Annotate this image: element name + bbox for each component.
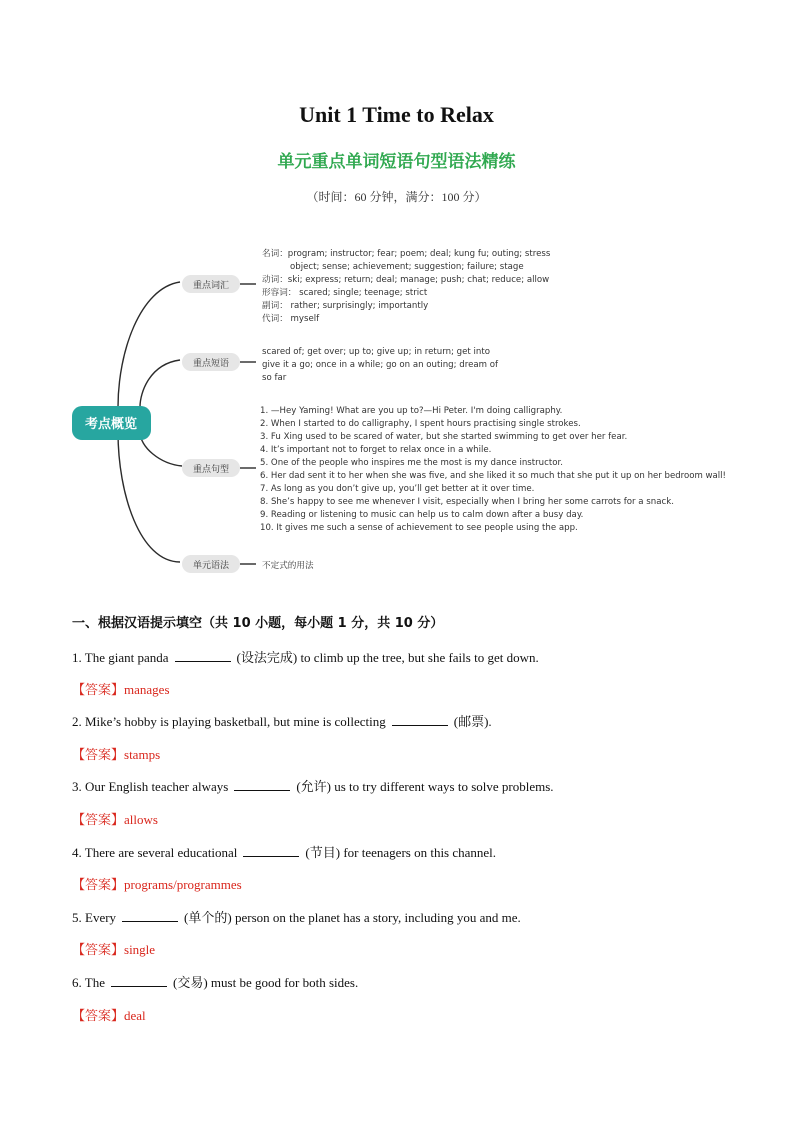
answer-blank xyxy=(243,844,299,857)
answer-label: 【答案】 xyxy=(72,812,125,827)
branch-line: 动词：ski; express; return; deal; manage; push; chat; reduce; allow xyxy=(262,275,550,285)
question xyxy=(72,647,539,666)
section-title: 一、根据汉语提示填空（共 10 小题，每小题 1 分，共 10 分） xyxy=(72,616,444,631)
branch-line: 9. Reading or listening to music can help us to calm down after a busy day. xyxy=(260,510,584,520)
branch-label: 重点句型 xyxy=(192,465,230,475)
branch-label: 单元语法 xyxy=(192,561,230,571)
answer-blank xyxy=(122,909,178,922)
branch-line: 7. As long as you don’t give up, you’ll get better at it over time. xyxy=(260,484,535,494)
question-text: person on the planet has a story, including you and me. xyxy=(234,910,521,925)
branch-line: 名词：program; instructor; fear; poem; deal; kung fu; outing; stress xyxy=(262,249,551,259)
question-text: for teenagers on this channel. xyxy=(343,845,497,860)
time-score-info: （时间：60 分钟，满分：100 分） xyxy=(306,190,487,204)
question-hint: (交易) xyxy=(172,975,208,990)
question-hint: (邮票). xyxy=(453,714,492,729)
answer-label: 【答案】 xyxy=(72,942,125,957)
question-text: us to try different ways to solve problems. xyxy=(334,779,554,794)
answer-value: programs/programmes xyxy=(124,877,242,892)
branch-line: 1. —Hey Yaming! What are you up to?—Hi Peter. I'm doing calligraphy. xyxy=(260,406,563,416)
document-title: Unit 1 Time to Relax xyxy=(299,102,494,127)
branch-line: 不定式的用法 xyxy=(262,561,314,571)
question-text: 1. The giant panda xyxy=(72,650,169,665)
branch-line: 副词： rather; surprisingly; importantly xyxy=(262,301,429,311)
question xyxy=(72,711,492,730)
question-text: 4. There are several educational xyxy=(72,845,238,860)
branch-label: 重点短语 xyxy=(192,359,230,369)
branch-line: 10. It gives me such a sense of achievement to see people using the app. xyxy=(260,523,578,533)
question-hint: (设法完成) xyxy=(236,650,298,665)
branch-line: 2. When I started to do calligraphy, I spent hours practising single strokes. xyxy=(260,419,581,429)
answer-value: stamps xyxy=(124,747,161,762)
question-hint: (单个的) xyxy=(184,910,232,925)
answer-blank xyxy=(392,713,448,726)
answer-value: single xyxy=(124,942,156,957)
branch-line: 代词： myself xyxy=(262,314,320,324)
answer-blank xyxy=(111,974,167,987)
mind-map-center-node xyxy=(72,406,151,440)
question-text: must be good for both sides. xyxy=(210,975,359,990)
answer-label: 【答案】 xyxy=(72,747,125,762)
branch-line: 5. One of the people who inspires me the most is my dance instructor. xyxy=(260,458,563,468)
answer xyxy=(72,1005,146,1024)
branch-line: 6. Her dad sent it to her when she was five, and she liked it so much that she put it up on her bedroom wall! xyxy=(260,471,726,481)
answer xyxy=(72,744,160,763)
answer-label: 【答案】 xyxy=(72,877,125,892)
question xyxy=(72,907,521,926)
answer-value: manages xyxy=(124,682,170,697)
question-text: 2. Mike’s hobby is playing basketball, but mine is collecting xyxy=(72,714,386,729)
branch-key-sentences xyxy=(182,406,726,533)
document-subtitle: 单元重点单词短语句型语法精练 xyxy=(277,152,516,172)
answer-blank xyxy=(175,649,231,662)
question-text: 3. Our English teacher always xyxy=(72,779,229,794)
answer xyxy=(72,679,170,698)
center-node-label: 考点概览 xyxy=(84,417,138,432)
branch-key-phrases xyxy=(182,347,499,383)
question-text: 5. Every xyxy=(72,910,117,925)
question-hint: (允许) xyxy=(296,779,331,794)
answer-blank xyxy=(234,778,290,791)
branch-line: 4. It’s important not to forget to relax once in a while. xyxy=(260,445,492,455)
branch-line: object; sense; achievement; suggestion; failure; stage xyxy=(290,262,524,272)
question xyxy=(72,972,358,991)
question-text: to climb up the tree, but she fails to get down. xyxy=(300,650,539,665)
branch-line: 形容词： scared; single; teenage; strict xyxy=(262,288,428,298)
branch-line: give it a go; once in a while; go on an outing; dream of xyxy=(262,360,499,370)
answer-value: deal xyxy=(124,1008,146,1023)
question xyxy=(72,842,496,861)
answer-label: 【答案】 xyxy=(72,1008,125,1023)
answer-value: allows xyxy=(124,812,158,827)
question-text: 6. The xyxy=(72,975,105,990)
answer xyxy=(72,809,158,828)
branch-line: 8. She’s happy to see me whenever I visit, especially when I bring her some carrots for a snack. xyxy=(260,497,674,507)
answer-label: 【答案】 xyxy=(72,682,125,697)
answer xyxy=(72,874,242,893)
answer xyxy=(72,939,155,958)
branch-key-vocabulary xyxy=(182,247,551,324)
branch-label: 重点词汇 xyxy=(192,281,230,291)
branch-line: scared of; get over; up to; give up; in return; get into xyxy=(262,347,490,357)
question xyxy=(72,776,554,795)
question-hint: (节目) xyxy=(305,845,341,860)
branch-line: so far xyxy=(262,373,287,383)
branch-line: 3. Fu Xing used to be scared of water, but she started swimming to get over her fear. xyxy=(260,432,628,442)
mind-map xyxy=(0,232,793,582)
